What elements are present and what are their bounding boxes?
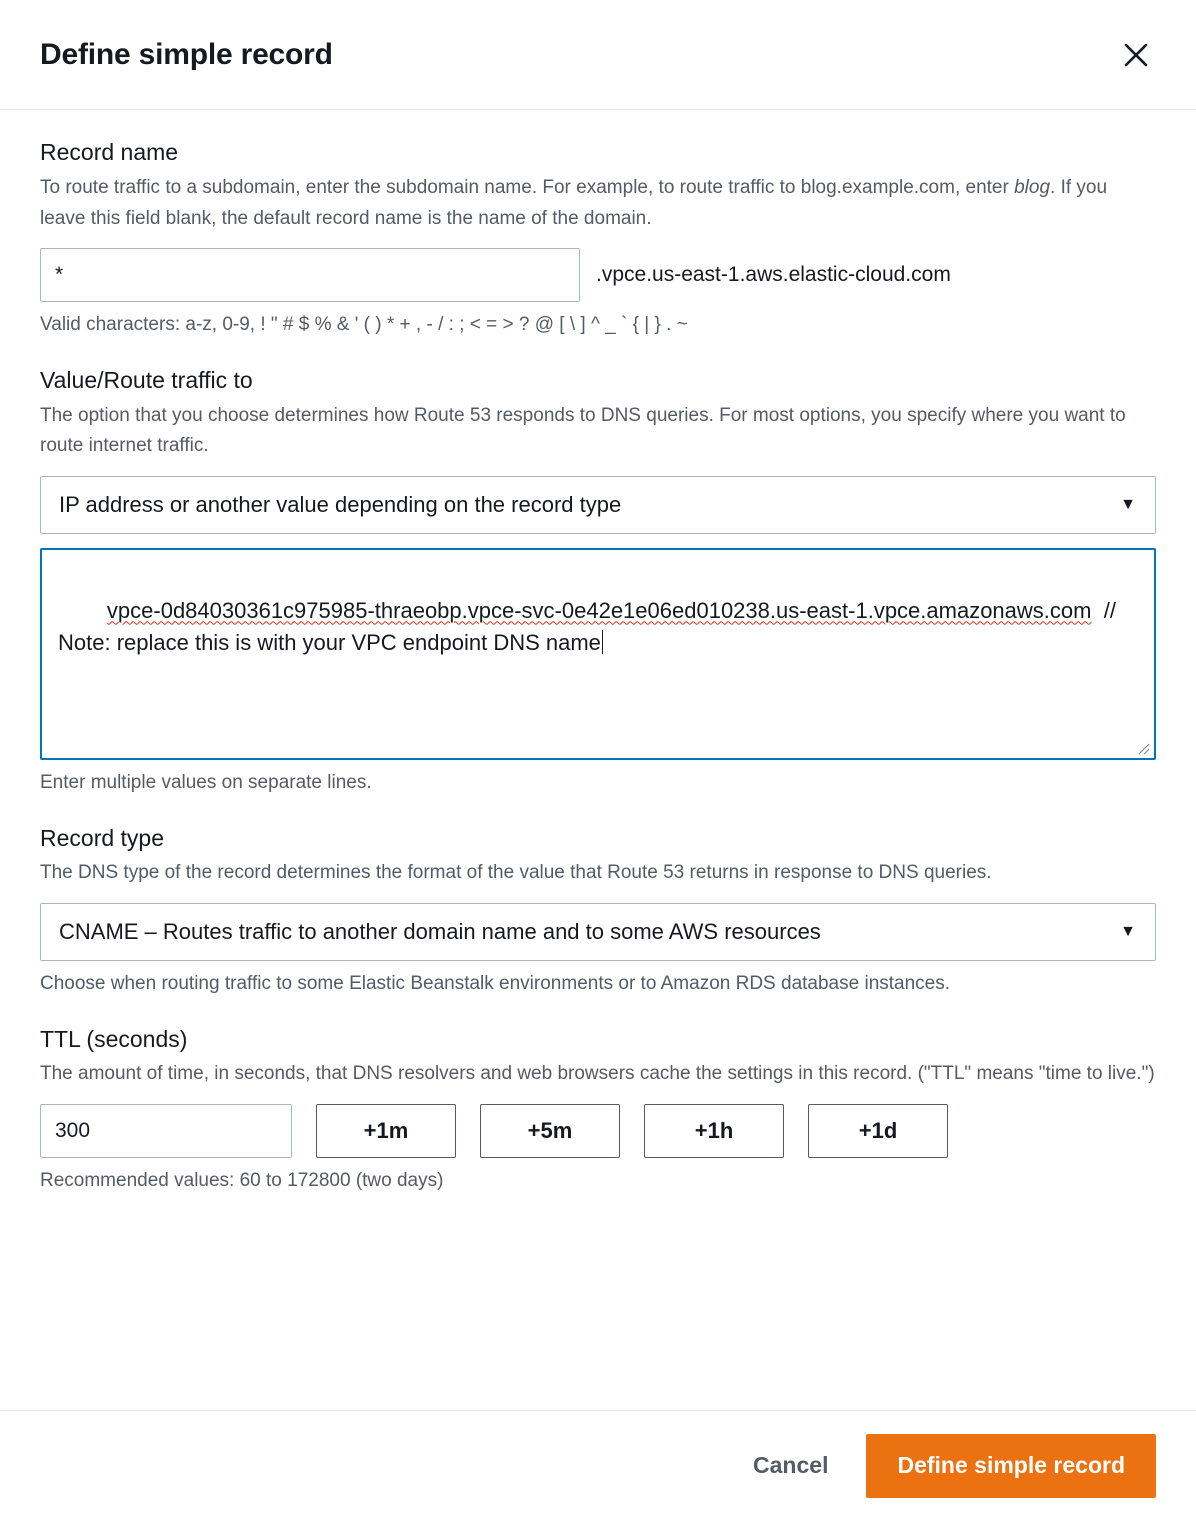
ttl-plus-1m-button[interactable]: +1m xyxy=(316,1104,456,1158)
ttl-plus-5m-button[interactable]: +5m xyxy=(480,1104,620,1158)
record-name-description-part1: To route traffic to a subdomain, enter the subdomain name. For example, to route traffic to blog.example.com, enter xyxy=(40,176,1015,198)
define-simple-record-button[interactable]: Define simple record xyxy=(866,1434,1156,1498)
value-route-section xyxy=(40,366,1156,798)
value-route-select[interactable]: IP address or another value depending on the record type xyxy=(40,476,1156,534)
record-name-domain-suffix: .vpce.us-east-1.aws.elastic-cloud.com xyxy=(596,263,951,287)
value-route-description: The option that you choose determines how Route 53 responds to DNS queries. For most options, you specify where you want to route internet traffic. xyxy=(40,404,1126,457)
chevron-down-icon: ▼ xyxy=(1120,496,1136,514)
modal-body xyxy=(0,110,1196,1410)
record-type-select-wrap xyxy=(40,903,1156,961)
record-type-description: The DNS type of the record determines the format of the value that Route 53 returns in response to DNS queries. xyxy=(40,862,992,884)
ttl-description: The amount of time, in seconds, that DNS resolvers and web browsers cache the settings in this record. ("TTL" means "time to live.") xyxy=(40,1063,1155,1085)
ttl-hint: Recommended values: 60 to 172800 (two days) xyxy=(40,1170,444,1192)
record-name-hint: Valid characters: a-z, 0-9, ! " # $ % & ' ( ) * + , - / : ; < = > ? @ [ \ ] ^ _ ` { | } . ~ xyxy=(40,314,688,336)
ttl-section xyxy=(40,1025,1156,1196)
record-type-select[interactable]: CNAME – Routes traffic to another domain name and to some AWS resources xyxy=(40,903,1156,961)
chevron-down-icon: ▼ xyxy=(1120,923,1136,941)
value-route-textarea-spacer xyxy=(1091,598,1103,623)
cancel-button[interactable]: Cancel xyxy=(743,1440,838,1491)
value-route-label: Value/Route traffic to xyxy=(40,366,253,393)
page-title: Define simple record xyxy=(40,37,333,71)
record-name-description-part2: . If you leave this field blank, the default record name is the name of the domain. xyxy=(40,176,1108,229)
ttl-plus-1h-button[interactable]: +1h xyxy=(644,1104,784,1158)
record-type-hint: Choose when routing traffic to some Elastic Beanstalk environments or to Amazon RDS database instances. xyxy=(40,973,951,995)
record-name-row xyxy=(40,248,1156,302)
ttl-label: TTL (seconds) xyxy=(40,1025,188,1052)
record-name-description xyxy=(40,173,1156,235)
record-type-section xyxy=(40,824,1156,999)
modal-header xyxy=(0,0,1196,110)
record-name-input[interactable] xyxy=(40,248,580,302)
close-icon[interactable] xyxy=(1116,35,1156,75)
record-name-label: Record name xyxy=(40,139,179,165)
value-route-textarea[interactable] xyxy=(40,548,1156,760)
ttl-row xyxy=(40,1104,1156,1158)
value-route-hint: Enter multiple values on separate lines. xyxy=(40,772,372,794)
value-route-select-wrap xyxy=(40,476,1156,534)
text-caret xyxy=(602,630,603,654)
record-name-section xyxy=(40,138,1156,340)
value-route-textarea-line2: // Note: replace this is with your VPC endpoint DNS name xyxy=(58,597,1123,656)
resize-handle-icon[interactable] xyxy=(1136,741,1150,755)
ttl-input[interactable] xyxy=(40,1104,292,1158)
record-name-description-emphasis: blog xyxy=(1014,176,1051,198)
record-type-label: Record type xyxy=(40,824,165,851)
modal-footer xyxy=(0,1410,1196,1520)
value-route-textarea-line1: vpce-0d84030361c975985-thraeobp.vpce-svc-0e42e1e06ed010238.us-east-1.vpce.amazonaws.com xyxy=(106,597,1092,623)
ttl-plus-1d-button[interactable]: +1d xyxy=(808,1104,948,1158)
